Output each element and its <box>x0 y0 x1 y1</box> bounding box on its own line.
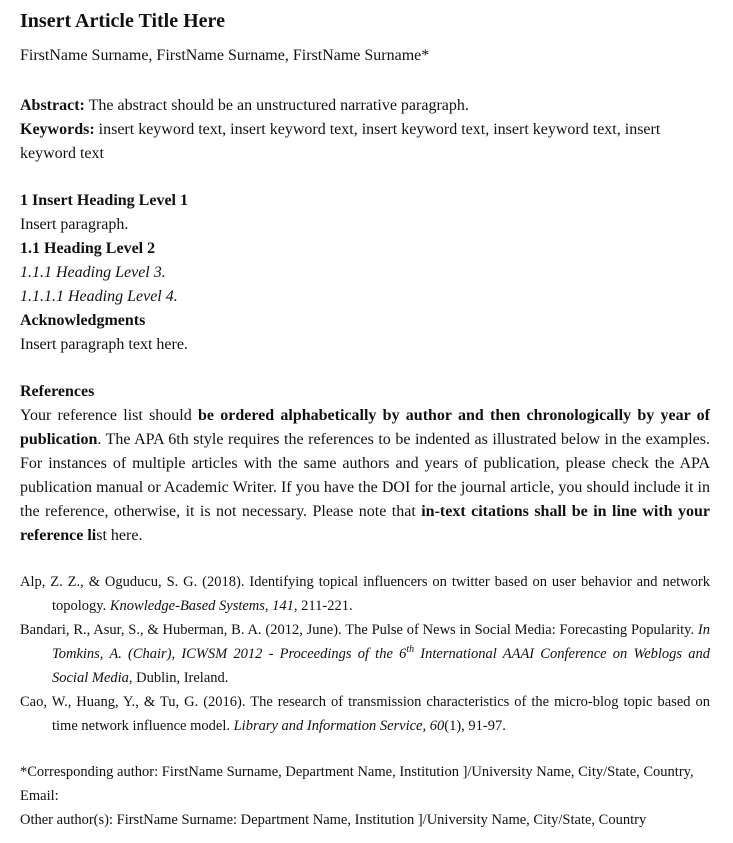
references-section <box>20 380 710 548</box>
acknowledgments-text: Insert paragraph text here. <box>20 336 188 353</box>
corresponding-author: *Corresponding author: FirstName Surname, Department Name, Institution ]/University Name, City/State, Country, Email: <box>20 764 694 804</box>
heading-level-1: 1 Insert Heading Level 1 <box>20 192 188 209</box>
footnote-block <box>20 760 710 832</box>
intro-text-2: . The APA 6th style requires the references to be indented as illustrated below in the examples. For instances of multiple articles with the same authors and years of publication, please check the APA publication manual or Academic Writer. If you have the DOI for the journal article, you should include it in the reference, otherwise, it is not necessary. Please note that <box>20 431 710 520</box>
ref-text: , 211-221. <box>293 598 353 614</box>
author-list: FirstName Surname, FirstName Surname, FirstName Surname* <box>20 47 430 64</box>
body-sections <box>20 189 710 357</box>
heading-level-3: 1.1.1 Heading Level 3. <box>20 264 166 281</box>
keywords-text: insert keyword text, insert keyword text, insert keyword text, insert keyword text, insert keyword text <box>20 121 661 162</box>
reference-entry <box>20 570 710 618</box>
keywords-line <box>20 118 710 166</box>
abstract-text: The abstract should be an unstructured narrative paragraph. <box>84 97 469 114</box>
ref-text: Dublin, Ireland. <box>132 670 229 686</box>
references-heading: References <box>20 383 95 400</box>
acknowledgments-heading: Acknowledgments <box>20 312 146 329</box>
ref-text: Alp, Z. Z., & Oguducu, S. G. (2018). Identifying topical influencers on twitter based on user behavior and network topology. <box>20 574 710 614</box>
heading-level-2: 1.1 Heading Level 2 <box>20 240 156 257</box>
reference-list <box>20 570 710 738</box>
ref-superscript: th <box>406 644 415 656</box>
ref-text: Bandari, R., Asur, S., & Huberman, B. A. (2012, June). The Pulse of News in Social Media: Forecasting Popularity. <box>20 622 698 638</box>
reference-entry <box>20 618 710 690</box>
other-authors: Other author(s): FirstName Surname: Department Name, Institution ]/University Name, City/State, Country <box>20 812 647 828</box>
ref-text: (1), 91-97. <box>444 718 506 734</box>
heading-level-4: 1.1.1.1 Heading Level 4. <box>20 288 178 305</box>
intro-bold-1: be ordered alphabetically by author and then chronologically by year of publication <box>20 407 710 448</box>
references-intro <box>20 404 710 548</box>
paragraph: Insert paragraph. <box>20 216 129 233</box>
keywords-label: Keywords: <box>20 121 95 138</box>
article-title: Insert Article Title Here <box>20 10 225 32</box>
intro-bold-2: in-text citations shall be in line with your reference li <box>20 503 711 544</box>
ref-italic: Knowledge-Based Systems, 141 <box>109 598 294 614</box>
reference-entry <box>20 690 710 738</box>
ref-italic: In Tomkins, A. (Chair), ICWSM 2012 - Proceedings of the 6 <box>52 622 710 662</box>
abstract-block <box>20 94 710 166</box>
ref-italic: International AAAI Conference on Weblogs and Social Media, <box>52 646 711 686</box>
ref-italic: Library and Information Service, 60 <box>233 718 445 734</box>
abstract-label: Abstract: <box>20 97 85 114</box>
abstract-line <box>20 94 710 118</box>
intro-text-1: Your reference list should <box>20 407 198 424</box>
intro-text-3: st here. <box>96 527 143 544</box>
ref-text: Cao, W., Huang, Y., & Tu, G. (2016). The research of transmission characteristics of the micro-blog topic based on time network influence model. <box>20 694 710 734</box>
